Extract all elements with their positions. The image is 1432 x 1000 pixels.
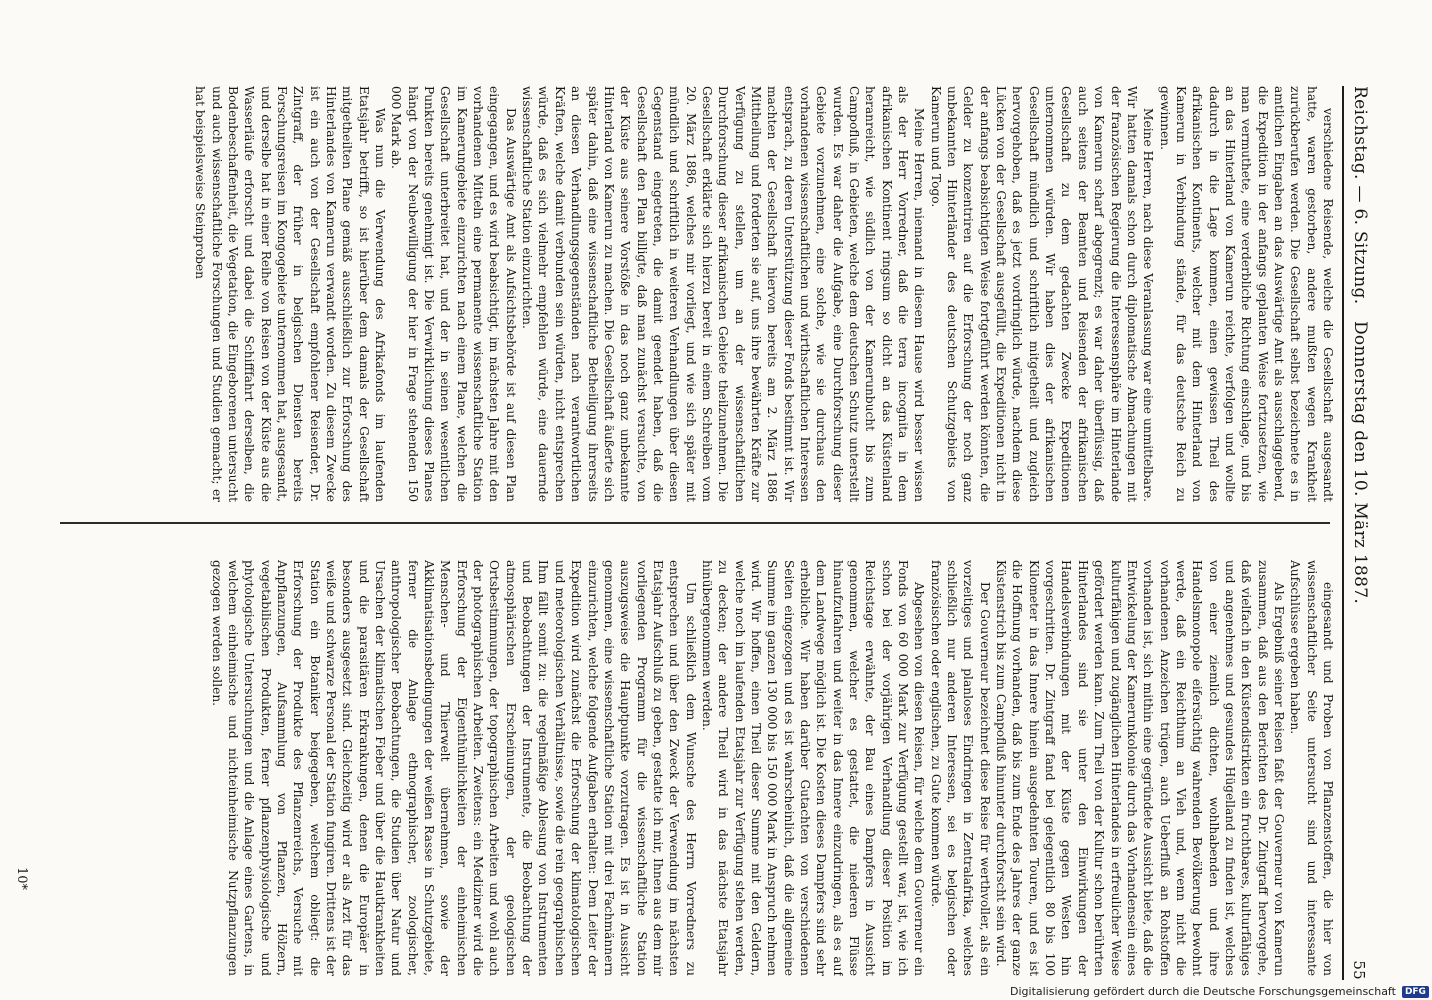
text-column-right (66, 560, 1336, 976)
page-header (1342, 86, 1380, 980)
paragraph: eingesandt und Proben von Pflanzenstoffen, die hier von wissenschaftlicher Seite untersucht sind und interessante Aufschlüsse ergeben haben. (1288, 560, 1335, 976)
paragraph: Meine Herren, niemand in diesem Hause wird besser wissen als der Herr Vorredner, daß die terra incognita in dem afrikanischen Kontinent ringsum so dicht an das Küstenland heranreicht, wie südlich von der Kamerunbucht bis zum Campofluß, in Gebieten, welche dem deutschen Schutz unterstellt wurden. Es war daher die Aufgabe, eine Durchforschung dieser Gebiete vorzunehmen, eine solche, wie sie durchaus den vorhandenen wissenschaftlichen und wirthschaftlichen Interessen entsprach, zu deren Unterstützung dieser Fonds bestimmt ist. Wir machten der Gesellschaft hiervon bereits am 2. März 1886 Mittheilung und forderten sie auf, uns ihre bewährten Kräfte zur Verfügung zu stellen, um an der wissenschaftlichen Durchforschung dieser afrikanischen Gebiete theilzunehmen. Die Gesellschaft erklärte sich hierzu bereit in einem Schreiben vom 20. März 1886, welches mir vorliegt, und wie sich später mit mündlich und schriftlich in weiteren Verhandlungen über diesen Gegenstand eingetreten, die damit geendet haben, daß die Gesellschaft den Plan billigte, daß man zunächst versuchte, von der Küste aus seinere Vorstöße in das noch ganz unbekannte Hinterland von Kamerun zu machen. Die Gesellschaft äußerte sich später dahin, daß eine wissenschaftliche Betheiligung ihrerseits an diesen Verhandlungsgegenständen nach verantwortlichen Kräften, welche damit verbunden sein würden, nicht entsprechen würde, daß es sich vielmehr empfehlen würde, eine dauernde wissenschaftliche Station einzurichten. (520, 86, 927, 502)
paragraph: verschiedene Reisende, welche die Gesellschaft ausgesandt hatte, waren gestorben, andere mußten wegen Krankheit zurückberufen werden. Die Gesellschaft selbst bezeichnete es in amtlichen Eingaben an das Auswärtige Amt als ausschlaggebend, die Expedition in der anfangs geplanten Weise fortzusetzen, wie man vermuthete, eine verderbliche Richtung einschlage, und bis an das Hinterland von Kamerun reichte, verfolgen und wollte dadurch in die Lage kommen, einen gewissen Theil des afrikanischen Kontinents, welcher mit dem Hinterland von Kamerun in Verbindung stände, für das deutsche Reich zu gewinnen. (1157, 86, 1335, 502)
credit-text: Digitalisierung gefördert durch die Deutsche Forschungsgemeinschaft (1010, 985, 1396, 998)
dfg-logo-icon: DFG (1402, 986, 1429, 998)
header-session: Reichstag. — 6. Sitzung. (1350, 86, 1370, 305)
page-number: 55 (1350, 960, 1368, 980)
paragraph: Was nun die Verwendung des Afrikafonds im laufenden Etatsjahr betrifft, so ist hierüber dem damals der Gesellschaft mitgetheilten Plane gemäß ausschließlich zur Erforschung des Hinterlandes von Kamerun verwandt worden. Zu diesem Zwecke ist ein auch von der Gesellschaft empfohlener Reisender, Dr. Zintgraff, der früher in belgischen Diensten bereits Forschungsreisen im Kongogebiete unternommen hat, ausgesandt, und derselbe hat in einer Reihe von Reisen von der Küste aus die Wasserläufe erforscht und dabei die Schifffahrt derselben, die Bodenbeschaffenheit, die Vegetation, die Eingeborenen untersucht und auch wissenschaftliche Forschungen und Studien gemacht; er hat beispielsweise Steinproben (193, 86, 388, 502)
column-divider (60, 522, 1330, 524)
header-date: Donnerstag den 10. März 1887. (1350, 321, 1370, 605)
printer-signature: 10* (14, 866, 29, 890)
paragraph: Um schließlich dem Wunsche des Herrn Vorredners zu entsprechen und über den Zweck der Verwendung im nächsten Etatsjahr Aufschluß zu geben, gestatte ich mir, Ihnen aus dem mir vorliegenden Programm für die wissenschaftliche Station auszugsweise die Hauptpunkte vorzutragen. Es ist in Aussicht genommen, eine wissenschaftliche Station mit drei Fachmännern einzurichten, welche folgende Aufgaben erhalten: Dem Leiter der Expedition wird zunächst die Erforschung der klimatologischen und meteorologischen Verhältnisse, sowie die rein geographischen Ihm fällt somit zu: die regelmäßige Ablesung von Instrumenten und Beobachtungen der Instrumente, die Beobachtung der atmosphärischen Erscheinungen, der geologischen Ortsbestimmungen, der topographischen Arbeiten und wohl auch der photographischen Arbeiten. Zweitens: ein Mediziner wird die Erforschung der Eigenthümlichkeiten der einheimischen Menschen- und Thierwelt übernehmen, sowie der Akklimatisationsbedingungen der weißen Rasse in Schutzgebiete, ferner die Anlage ethnographischer, zoologischer, anthropologischer Beobachtungen, die Studien über Natur und Ursachen der klimatischen Fieber und über die Hautkrankheiten und die parasitären Erkrankungen, denen die Europäer in besonders ausgesetzt sind. Gleichzeitig wird er als Arzt für das weiße und schwarze Personal der Station fungiren. Drittens ist der Station ein Botaniker beigegeben, welchem obliegt: die Erforschung der Produkte des Pflanzenreichs, Versuche mit Anpflanzungen, Aufsammlung von Pflanzen, Hölzern, vegetabilischen Produkten, ferner pflanzenphysiologische und phytologische Untersuchungen und die Anlage eines Gartens, in welchem einheimische und nichteinheimische Nutzpflanzungen gezogen werden sollen. (209, 560, 698, 976)
paragraph: Abgesehen von diesen Reisen, für welche dem Gouverneur ein Fonds von 60 000 Mark zur Verfügung gestellt war, ist, wie ich schon bei der vorjährigen Verhandlung dieser Position im Reichstage erwähnte, der Bau eines Dampfers in Aussicht genommen, welcher es gestattet, die niederen Flüsse hinaufzufahren und weiter in das Innere einzudringen, als es auf dem Landwege möglich ist. Die Kosten dieses Dampfers sind sehr erhebliche. Wir haben darüber Gutachten von verschiedenen Seiten eingezogen und es ist wahrscheinlich, daß die allgemeine Summe im ganzen 130 000 bis 150 000 Mark in Anspruch nehmen wird. Wir hoffen, einen Theil dieser Summe mit den Geldern, welche noch im laufenden Etatsjahr zur Verfügung stehen werden, zu decken; der andere Theil wird in das nächste Etatsjahr hinübergenommen werden. (699, 560, 927, 976)
paragraph: Meine Herren, nach diese Veranlassung war eine unmittelbare. Wir hatten damals schon durch diplomatische Abmachungen mit der französischen Regierung die Interessensphäre im Hinterlande von Kamerun scharf abgegrenzt; es war daher überflüssig, daß auch seitens der Beamten und Reisenden der afrikanischen Gesellschaft zu dem gedachten Zwecke Expeditionen unternommen würden. Wir haben dies der afrikanischen Gesellschaft mündlich und schriftlich mitgetheilt und zugleich hervorgehoben, daß es jetzt vordringlich würde, nachdem diese Lücken von der Gesellschaft ausgefüllt, die Expeditionen nicht in der anfangs beabsichtigten Weise fortgeführt werden könnten, die Gelder zu konzentriren auf die Erforschung der noch ganz unbekannten Hinterländer des deutschen Schutzgebiets von Kamerun und Togo. (928, 86, 1156, 502)
text-column-left (66, 86, 1336, 502)
paragraph: Als Ergebniß seiner Reisen faßt der Gouverneur von Kamerun zusammen, daß aus den Berichten des Dr. Zintgraff hervorgehe, daß vielfach in den Küstendistrikten ein fruchtbares, kulturfähiges und angenehmes und gesundes Hügelland zu finden ist, welches von einer ziemlich dichten, wohlhabenden und ihre Handelsmonopole eifersüchtig wahrenden Bevölkerung bewohnt werde, daß ein Reichthum an Vieh und, wenn nicht die vorhandenen Anzeichen trügen, auch Ueberfluß an Rohstoffen vorhanden ist, sich mithin eine gegründete Aussicht biete, daß die Entwickelung der Kamerunkolonie durch das Vorhandensein eines kulturfähigen und zugänglichen Hinterlandes in erfreulicher Weise gefördert werden kann. Zum Theil von der Kultur schon berührten Hinterlandes sind sie unter den Einwirkungen der Handelsverbindungen mit der Küste gegen Westen hin vorgeschritten. Dr. Zintgraff fand bei gelegentlich 80 bis 100 Kilometer in das Innere hinein ausgedehnten Touren, und es ist die Hoffnung vorhanden, daß bis zum Ende des Jahres der ganze Küstenstrich bis zum Campofluß hinunter durchforscht sein wird. (994, 560, 1286, 976)
paragraph: Das Auswärtige Amt als Aufsichtsbehörde ist auf diesen Plan eingegangen, und es wird beabsichtigt, im nächsten Jahre mit den vorhandenen Mitteln eine permanente wissenschaftliche Station im Kamerungebiete einzurichten nach einem Plane, welchen die Gesellschaft unterbreitet hat, und der in seinen wesentlichen Punkten bereits genehmigt ist. Die Verwirklichung dieses Planes hängt von der Neubewilligung der hier in Frage stehenden 150 000 Mark ab. (389, 86, 518, 502)
digitization-credit-bar (0, 982, 1432, 1000)
digitization-credit (1010, 985, 1429, 998)
paragraph: Der Gouverneur bezeichnet diese Reise für werthvoller, als ein vorzeitiges und planloses Eindringen in Zentralafrika, welches schließlich nur anderen Interessen, sei es belgischen oder französischen oder englischen, zu Gute kommen würde. (928, 560, 992, 976)
